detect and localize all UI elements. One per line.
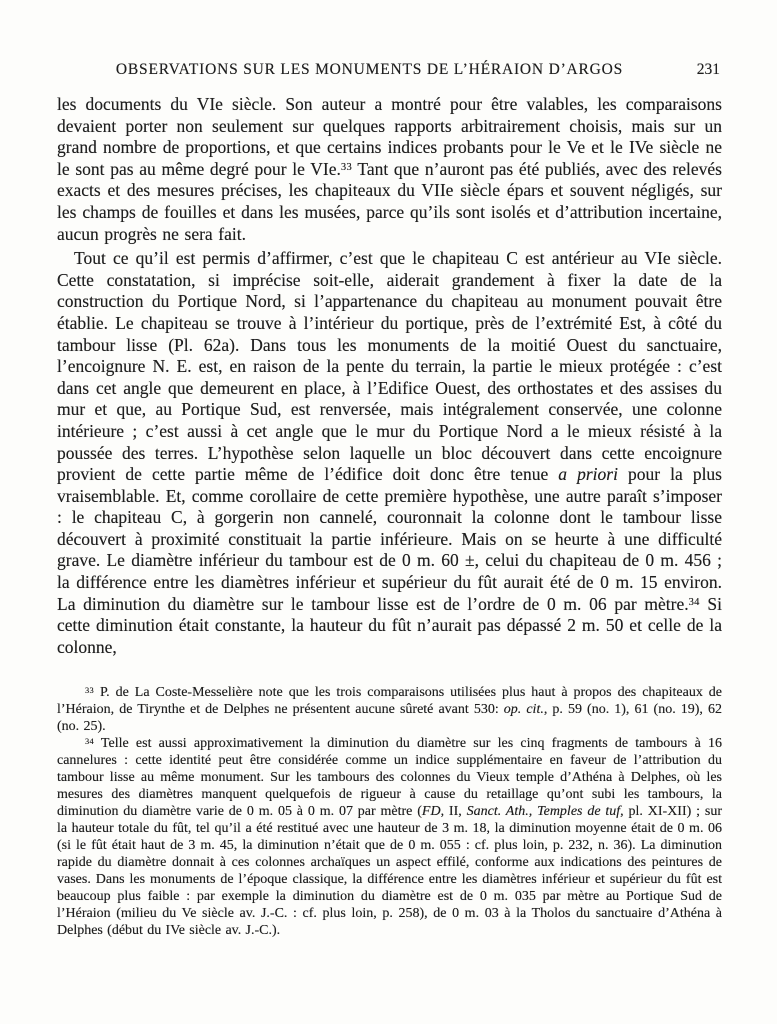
- text-segment: Tout ce qu’il est permis d’affirmer, c’est que le chapiteau C est antérieur au VIe siècle. Cette constatation, si imprécise soit-elle, aiderait grandement à fixer la date de la construction du Portique Nord, si l’appartenance du chapiteau au monument pouvait être établie. Le chapiteau se trouve à l’intérieur du portique, près de l’extrémité Est, à côté du tambour lisse (Pl. 62a). Dans tous les monuments de la moitié Ouest du sanctuaire, l’encoignure N. E. est, en raison de la pente du terrain, la partie le mieux protégée : c’est dans cet angle que demeurent en place, à l’Edifice Ouest, des orthostates et des assises du mur et que, au Portique Sud, est renversée, mais intégralement conservée, une colonne intérieure ; c’est aussi à cet angle que le mur du Portique Nord a le mieux résisté à la poussée des terres. L’hypothèse selon laquelle un bloc découvert dans cette encoignure provient de cette partie même de l’édifice doit donc être tenue: [57, 248, 722, 485]
- footnote-marker: 34: [688, 596, 700, 608]
- footnote: [57, 735, 722, 939]
- text-segment: , II,: [440, 804, 467, 820]
- paragraph: [57, 248, 722, 658]
- footnote: [57, 684, 722, 735]
- paragraph: [57, 94, 722, 245]
- italic-text: Sanct. Ath., Temples de tuf: [466, 804, 621, 820]
- text-segment: Si cette diminution était constante, la hauteur du fût n’aurait pas dépassé 2 m. 50 et celle de la colonne,: [57, 593, 723, 657]
- footnote-marker: 33: [340, 162, 352, 174]
- italic-text: FD: [421, 804, 441, 820]
- text-segment: , pl. XI-XII) ; sur la hauteur totale du fût, tel qu’il a été restitué avec une hauteur de 3 m. 18, la diminution moyenne était de 0 m. 06 (si le fût était haut de 3 m. 45, la diminution n’était que de 0 m. 055 : cf. plus loin, p. 232, n. 36). La diminution rapide du diamètre donnait à ces colonnes archaïques un aspect effilé, conforme aux indications des peintures de vases. Dans les monuments de l’époque classique, la différence entre les diamètres inférieur et supérieur du fût est beaucoup plus faible : par exemple la diminution du diamètre est de 0 m. 035 par mètre au Portique Sud de l’Héraion (milieu du Ve siècle av. J.-C. : cf. plus loin, p. 258), de 0 m. 03 à la Tholos du sanctuaire d’Athéna à Delphes (début du IVe siècle av. J.-C.).: [57, 804, 722, 939]
- text-column: [57, 60, 722, 939]
- page-header: [57, 60, 722, 80]
- text-segment: Telle est aussi approximativement la diminution du diamètre sur les cinq fragments de tambours à 16 cannelures : cette identité peut être considérée comme un indice supplémentaire en faveur de l’attribution du tambour lisse au même monument. Sur les tambours des colonnes du Vieux temple d’Athéna à Delphes, où les mesures des diamètres manquent quelquefois de rigueur à cause du retaillage qu’ont subi les tambours, la diminution du diamètre varie de 0 m. 05 à 0 m. 07 par mètre (: [57, 736, 722, 820]
- text-segment: P. de La Coste-Messelière note que les trois comparaisons utilisées plus haut à propos des chapiteaux de l’Héraion, de Tirynthe et de Delphes ne présentent aucune sûreté avant 530:: [57, 685, 722, 718]
- text-segment: , p. 59 (no. 1), 61 (no. 19), 62 (no. 25).: [57, 702, 722, 735]
- body-text: [57, 94, 722, 658]
- italic-text: op. cit.: [503, 702, 544, 718]
- text-segment: les documents du VIe siècle. Son auteur a montré pour être valables, les comparaisons devaient porter non seulement sur quelques rapports arbitrairement choisis, mais sur un grand nombre de proportions, et que certains indices probants pour le Ve et le IVe siècle ne le sont pas au même degré pour le VIe.: [57, 94, 722, 179]
- footnote-marker: 33: [85, 685, 94, 695]
- page-number: 231: [696, 61, 720, 78]
- running-head-title: OBSERVATIONS SUR LES MONUMENTS DE L’HÉRAION D’ARGOS: [115, 61, 624, 78]
- text-segment: Tant que n’auront pas été publiés, avec des relevés exacts et des mesures précises, les chapiteaux du VIIe siècle épars et souvent négligés, sur les champs de fouilles et dans les musées, parce qu’ils sont isolés et d’attribution incertaine, aucun progrès ne sera fait.: [57, 158, 722, 244]
- footnotes: [57, 684, 722, 939]
- italic-text: a priori: [558, 464, 618, 485]
- footnote-marker: 34: [85, 736, 94, 746]
- text-segment: pour la plus vraisemblable. Et, comme corollaire de cette première hypothèse, une autre paraît s’imposer : le chapiteau C, à gorgerin non cannelé, couronnait la colonne dont le tambour lisse découvert à proximité constituait la partie inférieure. Mais on se heurte à une difficulté grave. Le diamètre inférieur du tambour est de 0 m. 60 ±, celui du chapiteau de 0 m. 456 ; la différence entre les diamètres inférieur et supérieur du fût aurait été de 0 m. 15 environ. La diminution du diamètre sur le tambour lisse est de l’ordre de 0 m. 06 par mètre.: [57, 464, 722, 614]
